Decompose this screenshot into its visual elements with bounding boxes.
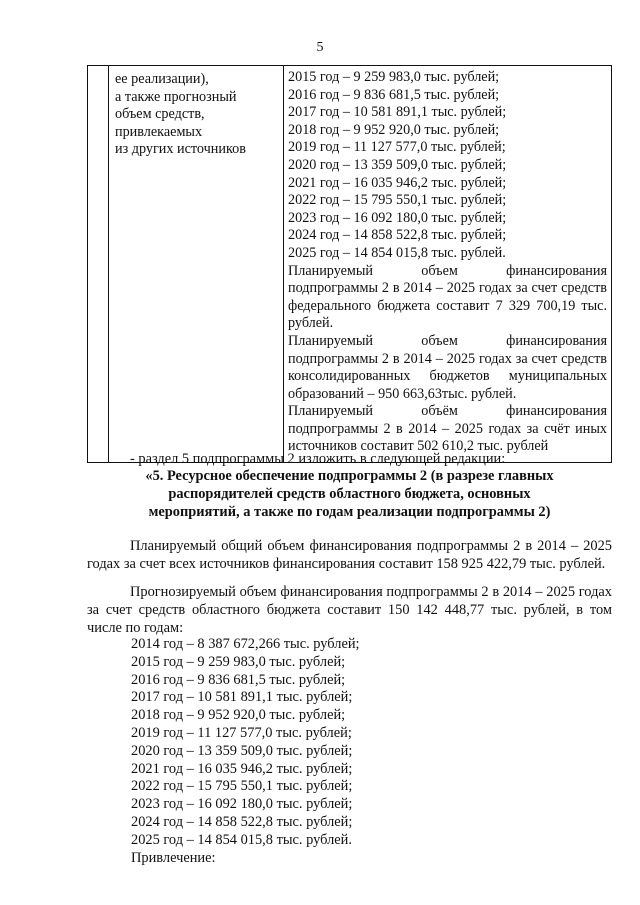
year-line: 2025 год – 14 854 015,8 тыс. рублей. (288, 244, 506, 261)
left-line: а также прогнозный (115, 88, 237, 105)
year-line: 2020 год – 13 359 509,0 тыс. рублей; (288, 156, 507, 173)
closing-line: Привлечение: (131, 849, 216, 866)
year-list-item: 2022 год – 15 795 550,1 тыс. рублей; (131, 778, 353, 795)
year-list-item: 2023 год – 16 092 180,0 тыс. рублей; (131, 796, 353, 813)
year-line: 2017 год – 10 581 891,1 тыс. рублей; (288, 104, 507, 121)
year-list-item: 2020 год – 13 359 509,0 тыс. рублей; (131, 742, 353, 759)
passport-table (87, 65, 612, 463)
year-line: 2015 год – 9 259 983,0 тыс. рублей; (288, 69, 500, 85)
heading-line: «5. Ресурсное обеспечение подпрограммы 2 (в разрезе главных (145, 468, 554, 484)
year-list-item: 2019 год – 11 127 577,0 тыс. рублей; (131, 724, 352, 741)
year-list-item: 2021 год – 16 035 946,2 тыс. рублей; (131, 760, 353, 777)
year-list-item: 2018 год – 9 952 920,0 тыс. рублей; (131, 707, 346, 724)
year-line: 2016 год – 9 836 681,5 тыс. рублей; (288, 86, 500, 103)
federal-paragraph: Планируемый объем финансирования подпрограммы 2 в 2014 – 2025 годах за счет средств федерального бюджета составит 7 329 700,19 тыс. рублей. (288, 262, 607, 332)
year-list-item: 2014 год – 8 387 672,266 тыс. рублей; (131, 636, 360, 652)
left-line: объем средств, (115, 106, 205, 123)
year-line: 2018 год – 9 952 920,0 тыс. рублей; (288, 121, 500, 138)
instruction-line: - раздел 5 подпрограммы 2 изложить в следующей редакции: (130, 451, 506, 467)
year-line: 2021 год – 16 035 946,2 тыс. рублей; (288, 174, 507, 191)
year-list (131, 636, 360, 867)
left-line: из других источников (115, 141, 246, 158)
total-paragraph: Планируемый общий объем финансирования подпрограммы 2 в 2014 – 2025 годах за счет всех источников финансирования составит 158 925 422,79 тыс. рублей. (87, 538, 612, 572)
section-heading (87, 468, 612, 521)
other-sources-paragraph: Планируемый объём финансирования подпрограммы 2 в 2014 – 2025 годах за счёт иных источников составит 502 610,2 тыс. рублей (288, 403, 607, 455)
municipal-paragraph: Планируемый объем финансирования подпрограммы 2 в 2014 – 2025 годах за счет средств консолидированных бюджетов муниципальных образований – 950 663,63тыс. рублей. (288, 332, 607, 402)
year-list-item: 2025 год – 14 854 015,8 тыс. рублей. (131, 831, 352, 848)
page-number: 5 (316, 40, 324, 55)
left-line: ее реализации), (115, 71, 209, 87)
left-line: привлекаемых (115, 123, 203, 140)
year-list-item: 2024 год – 14 858 522,8 тыс. рублей; (131, 813, 353, 830)
year-line: 2019 год – 11 127 577,0 тыс. рублей; (288, 139, 506, 156)
regional-paragraph-block (87, 584, 612, 637)
empty-cell (88, 66, 109, 463)
total-paragraph-block (87, 538, 612, 574)
heading-line: распорядителей средств областного бюджета, основных (168, 485, 531, 502)
regional-paragraph: Прогнозируемый объем финансирования подпрограммы 2 в 2014 – 2025 годах за счет средств областного бюджета составит 150 142 448,77 тыс. рублей, в том числе по годам: (87, 584, 612, 636)
heading-line: мероприятий, а также по годам реализации подпрограммы 2) (148, 503, 551, 520)
year-list-item: 2016 год – 9 836 681,5 тыс. рублей; (131, 671, 346, 688)
year-list-item: 2015 год – 9 259 983,0 тыс. рублей; (131, 653, 346, 670)
year-line: 2023 год – 16 092 180,0 тыс. рублей; (288, 209, 507, 226)
right-cell (284, 66, 612, 463)
year-line: 2024 год – 14 858 522,8 тыс. рублей; (288, 227, 507, 244)
year-list-item: 2017 год – 10 581 891,1 тыс. рублей; (131, 689, 353, 706)
year-line: 2022 год – 15 795 550,1 тыс. рублей; (288, 192, 507, 209)
left-cell (109, 66, 284, 463)
